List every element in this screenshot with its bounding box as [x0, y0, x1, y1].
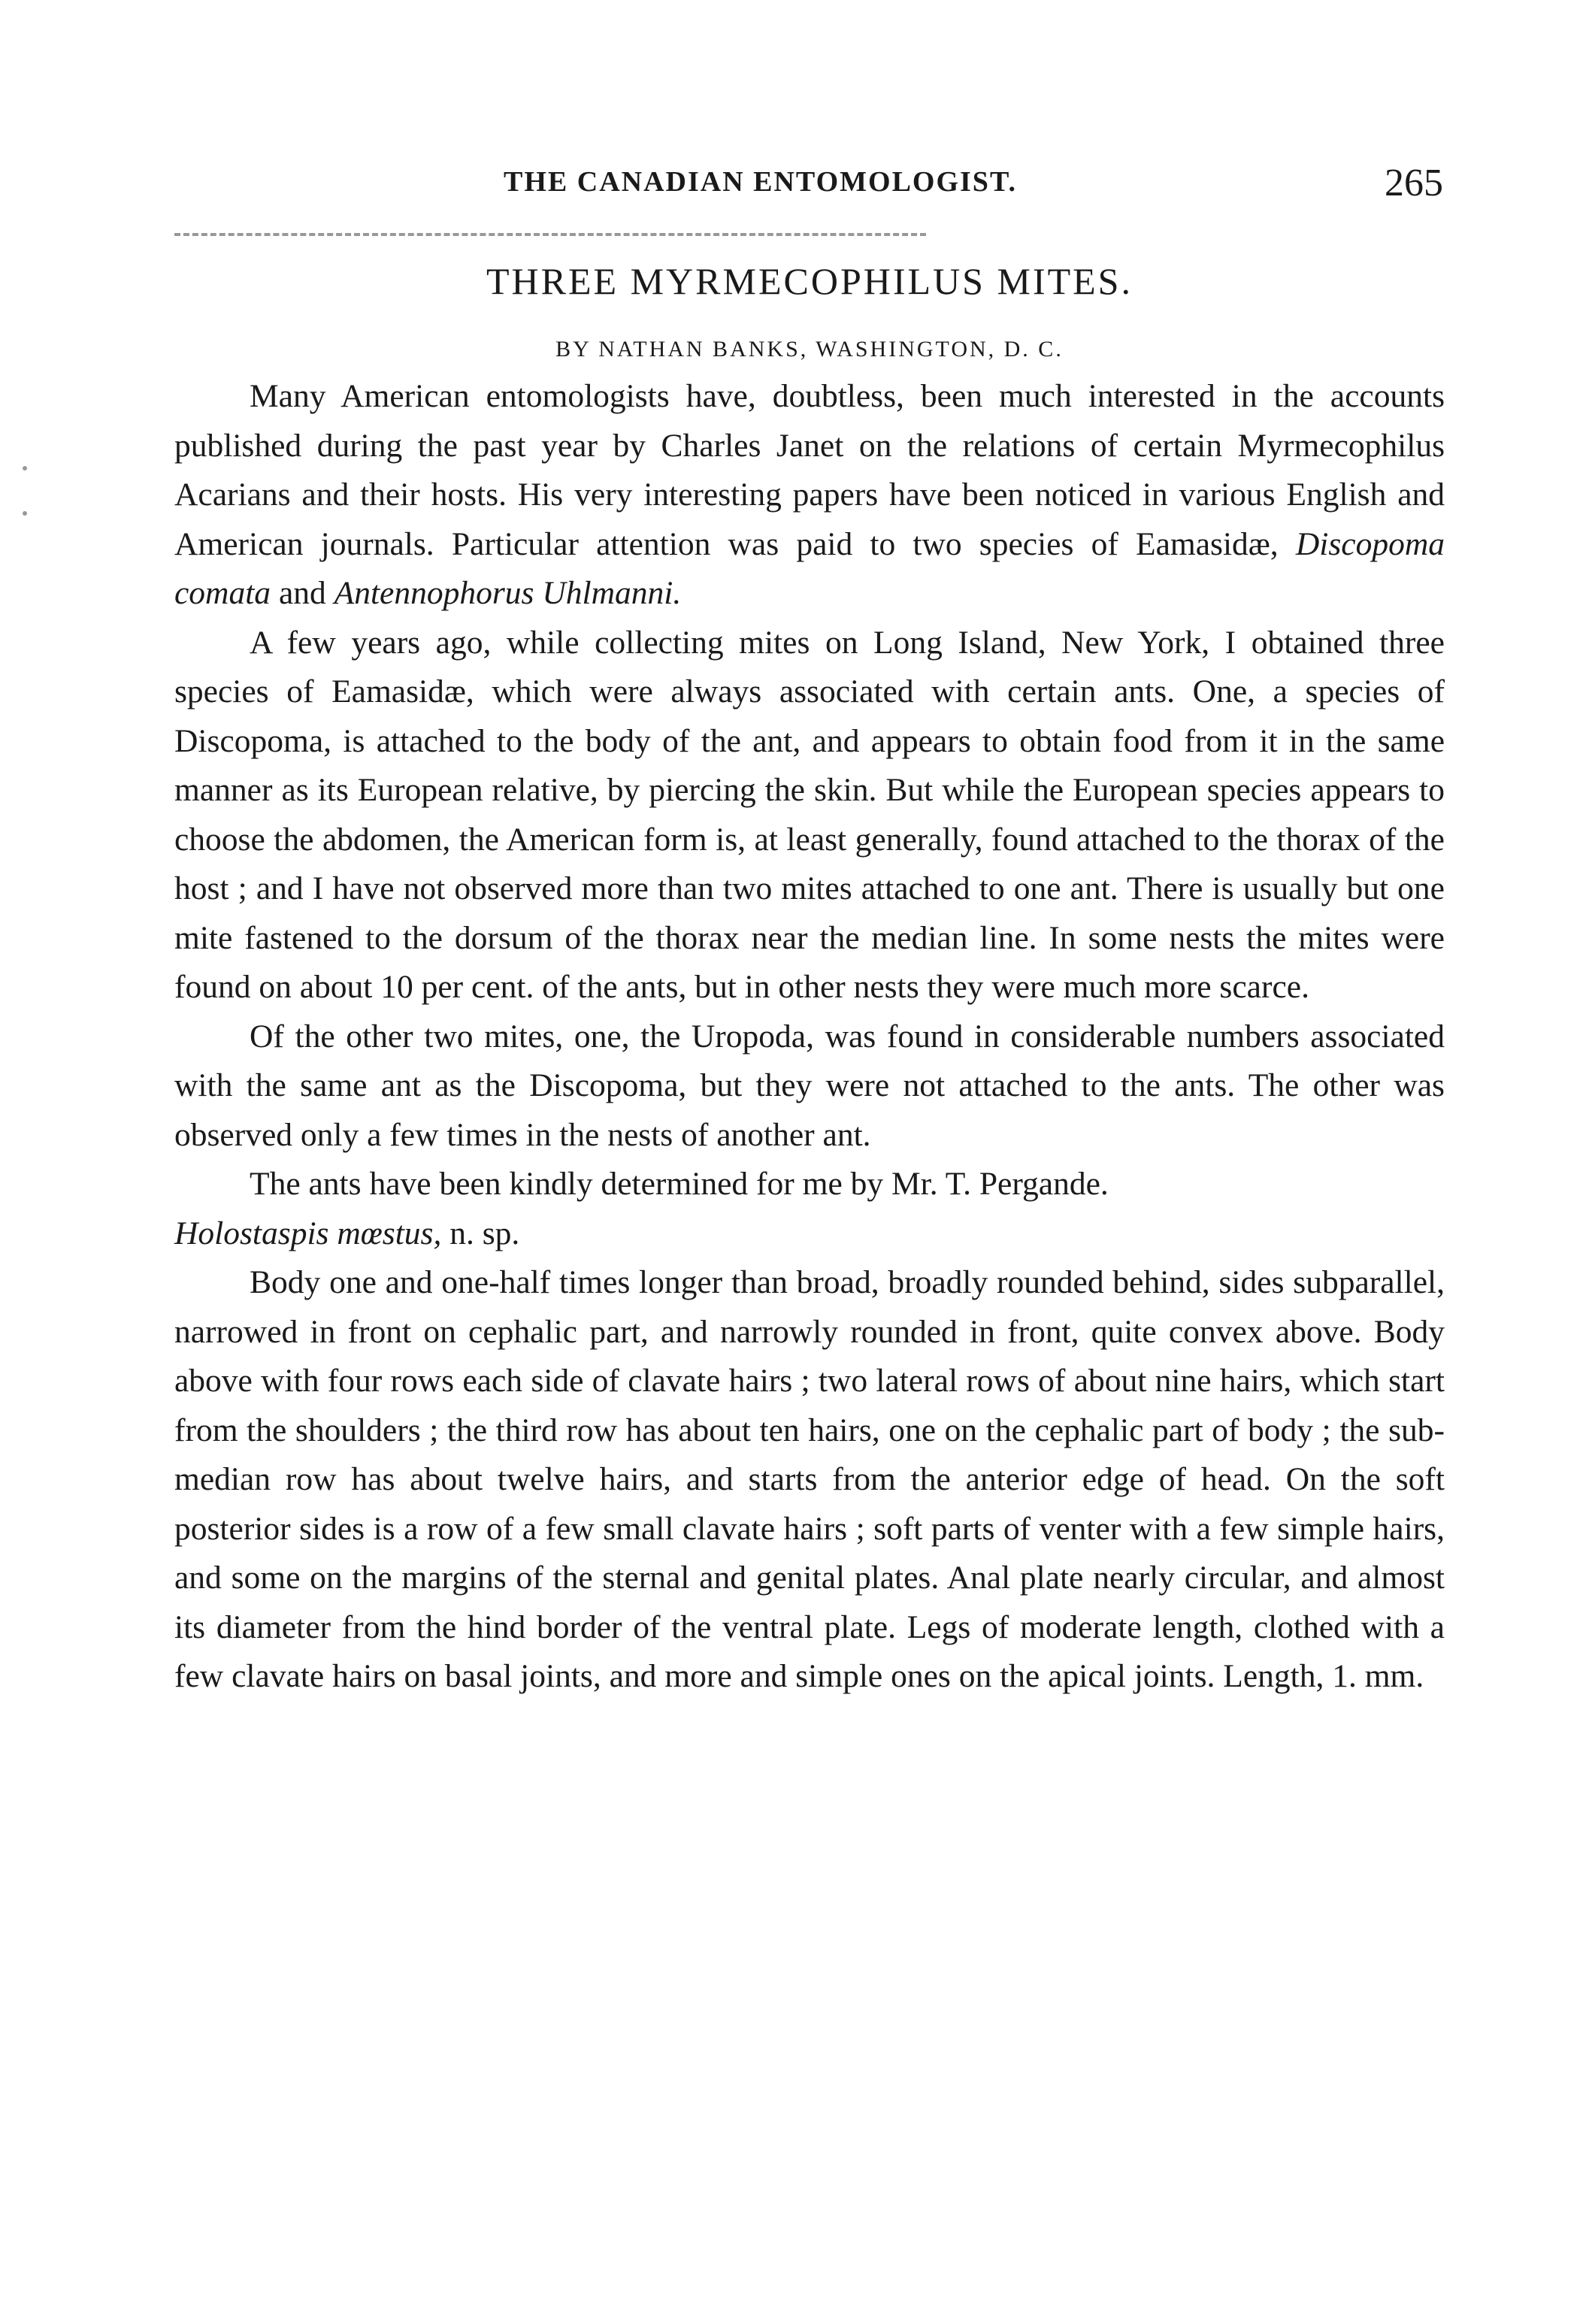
running-title: THE CANADIAN ENTOMOLOGIST.	[504, 166, 1017, 198]
paragraph-2: A few years ago, while collecting mites on Long Island, New York, I obtained three species of Eamasidæ, which were always associated with certain ants. One, a species of Discopoma, is attached to the body of the ant, and appears to obtain food from it in the same manner as its European relative, by piercing the skin. But while the European species appears to choose the abdomen, the American form is, at least generally, found attached to the thorax of the host ; and I have not observed more than two mites attached to one ant. There is usually but one mite fastened to the dorsum of the thorax near the median line. In some nests the mites were found on about 10 per cent. of the ants, but in other nests they were much more scarce.	[174, 624, 1445, 1005]
margin-speck	[23, 466, 27, 471]
paragraph-4: The ants have been kindly determined for me by Mr. T. Pergande.	[250, 1166, 1109, 1202]
article-title: THREE MYRMECOPHILUS MITES.	[486, 260, 1133, 302]
paragraph-3: Of the other two mites, one, the Uropoda, was found in considerable numbers associated with the same ant as the Discopoma, but they were not attached to the ants. The other was observed only a few times in the nests of another ant.	[174, 1018, 1445, 1153]
running-header	[504, 161, 1443, 206]
article-body	[174, 372, 1445, 1702]
byline: BY NATHAN BANKS, WASHINGTON, D. C.	[555, 337, 1064, 362]
species-name-antennophorus: Antennophorus Uhlmanni.	[334, 575, 682, 611]
conjunction: and	[278, 575, 326, 611]
species-heading	[174, 1209, 1445, 1259]
header-rule	[174, 233, 926, 236]
new-species-name: Holostaspis mœstus,	[174, 1215, 442, 1251]
paragraph-1	[174, 372, 1445, 619]
species-name-discopoma: Discopoma comata	[174, 525, 1445, 611]
new-species-suffix: n. sp.	[449, 1215, 520, 1251]
page-number: 265	[1385, 162, 1443, 204]
paragraph-1-text: Many American entomologists have, doubtless, been much interested in the accounts published during the past year by Charles Janet on the relations of certain Myrmecophilus Acarians and their hosts. His very interesting papers have been noticed in various English and American journals. Particular attention was paid to two species of Eamasidæ,	[174, 378, 1445, 562]
paragraph-5: Body one and one-half times longer than broad, broadly rounded behind, sides subparallel, narrowed in front on cephalic part, and narrowly rounded in front, quite convex above. Body above with four rows each side of clavate hairs ; two lateral rows of about nine hairs, which start from the shoulders ; the third row has about ten hairs, one on the cephalic part of body ; the sub-median row has about twelve hairs, and starts from the anterior edge of head. On the soft posterior sides is a row of a few small clavate hairs ; soft parts of venter with a few simple hairs, and some on the margins of the sternal and genital plates. Anal plate nearly circular, and almost its diameter from the hind border of the ventral plate. Legs of moderate length, clothed with a few clavate hairs on basal joints, and more and simple ones on the apical joints. Length, 1. mm.	[174, 1264, 1445, 1694]
margin-speck	[23, 511, 27, 516]
